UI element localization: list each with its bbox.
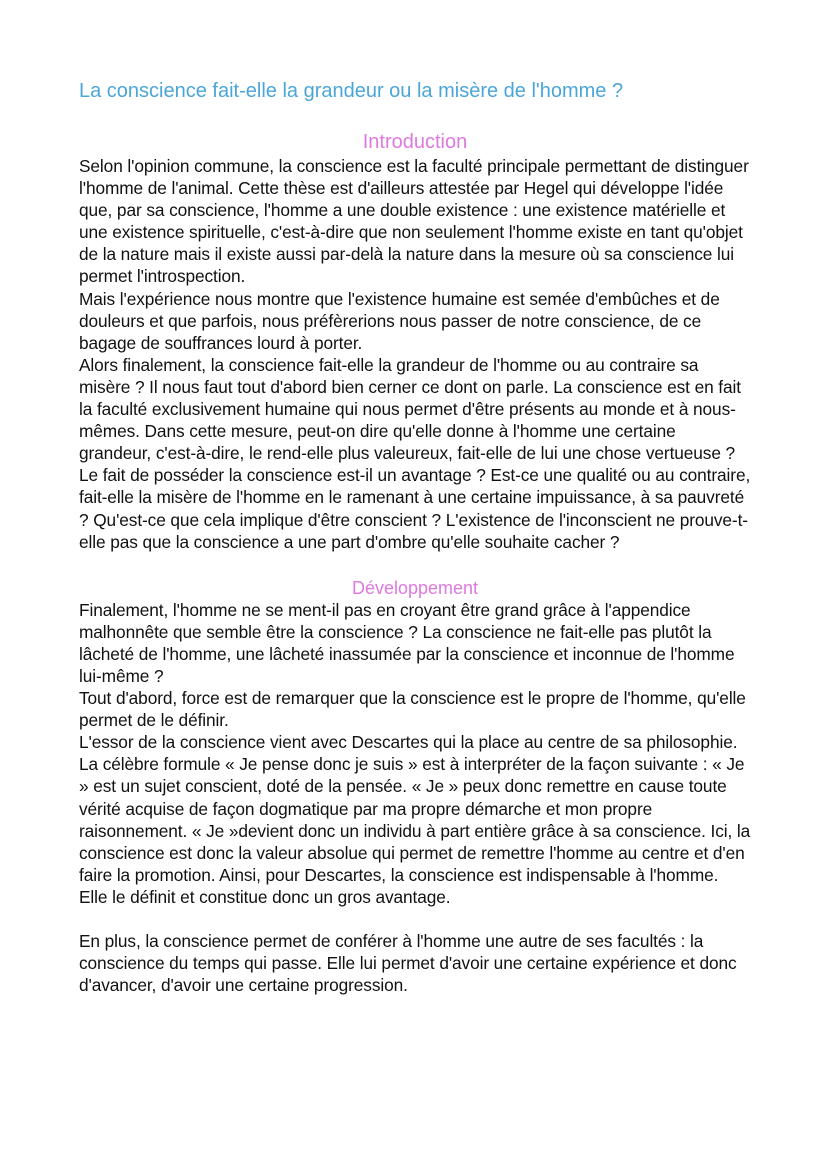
dev-paragraph-3: L'essor de la conscience vient avec Descartes qui la place au centre de sa philosophie. La célèbre formule « Je pense donc je suis » est à interpréter de la façon suivante : « Je » est un sujet conscient, doté de la pensée. « Je » peux donc remettre en cause toute vérité acquise de façon dogmatique par ma propre démarche et mon propre raisonnement. « Je »devient donc un individu à part entière grâce à sa conscience. Ici, la conscience est donc la valeur absolue qui permet de remettre l'homme au centre et d'en faire la promotion. Ainsi, pour Descartes, la conscience est indispensable à l'homme. Elle le définit et constitue donc un gros avantage. [79, 732, 751, 907]
introduction-heading: Introduction [362, 131, 468, 153]
essay-page [79, 78, 751, 996]
intro-paragraph-2: Mais l'expérience nous montre que l'existence humaine est semée d'embûches et de douleurs et que parfois, nous préfèrerions nous passer de notre conscience, de ce bagage de souffrances lourd à porter. [79, 288, 720, 353]
developpement-heading: Développement [351, 577, 479, 598]
dev-paragraph-1: Finalement, l'homme ne se ment-il pas en croyant être grand grâce à l'appendice malhonnête que semble être la conscience ? La conscience ne fait-elle pas plutôt la lâcheté de l'homme, une lâcheté inassumée par la conscience et inconnue de l'homme lui-même ? [79, 599, 735, 686]
essay-title: La conscience fait-elle la grandeur ou la misère de l'homme ? [79, 80, 624, 102]
dev-paragraph-2: Tout d'abord, force est de remarquer que la conscience est le propre de l'homme, qu'elle permet de le définir. [79, 688, 746, 731]
intro-paragraph-3: Alors finalement, la conscience fait-elle la grandeur de l'homme ou au contraire sa misère ? Il nous faut tout d'abord bien cerner ce dont on parle. La conscience est en fait la faculté exclusivement humaine qui nous permet d'être présents au monde et à nous-mêmes. Dans cette mesure, peut-on dire qu'elle donne à l'homme une certaine grandeur, c'est-à-dire, le rend-elle plus valeureux, fait-elle de lui une chose vertueuse ? Le fait de posséder la conscience est-il un avantage ? Est-ce une qualité ou au contraire, fait-elle la misère de l'homme en le ramenant à une certaine impuissance, à sa pauvreté ? Qu'est-ce que cela implique d'être conscient ? L'existence de l'inconscient ne prouve-t-elle pas que la conscience a une part d'ombre qu'elle souhaite cacher ? [79, 354, 751, 552]
intro-paragraph-1: Selon l'opinion commune, la conscience est la faculté principale permettant de distinguer l'homme de l'animal. Cette thèse est d'ailleurs attestée par Hegel qui développe l'idée que, par sa conscience, l'homme a une double existence : une existence matérielle et une existence spirituelle, c'est-à-dire que non seulement l'homme existe en tant qu'objet de la nature mais il existe aussi par-delà la nature dans la mesure où sa conscience lui permet l'introspection. [79, 156, 749, 287]
paragraph-spacer [79, 908, 751, 930]
dev-paragraph-4: En plus, la conscience permet de conférer à l'homme une autre de ses facultés : la conscience du temps qui passe. Elle lui permet d'avoir une certaine expérience et donc d'avancer, d'avoir une certaine progression. [79, 931, 737, 996]
